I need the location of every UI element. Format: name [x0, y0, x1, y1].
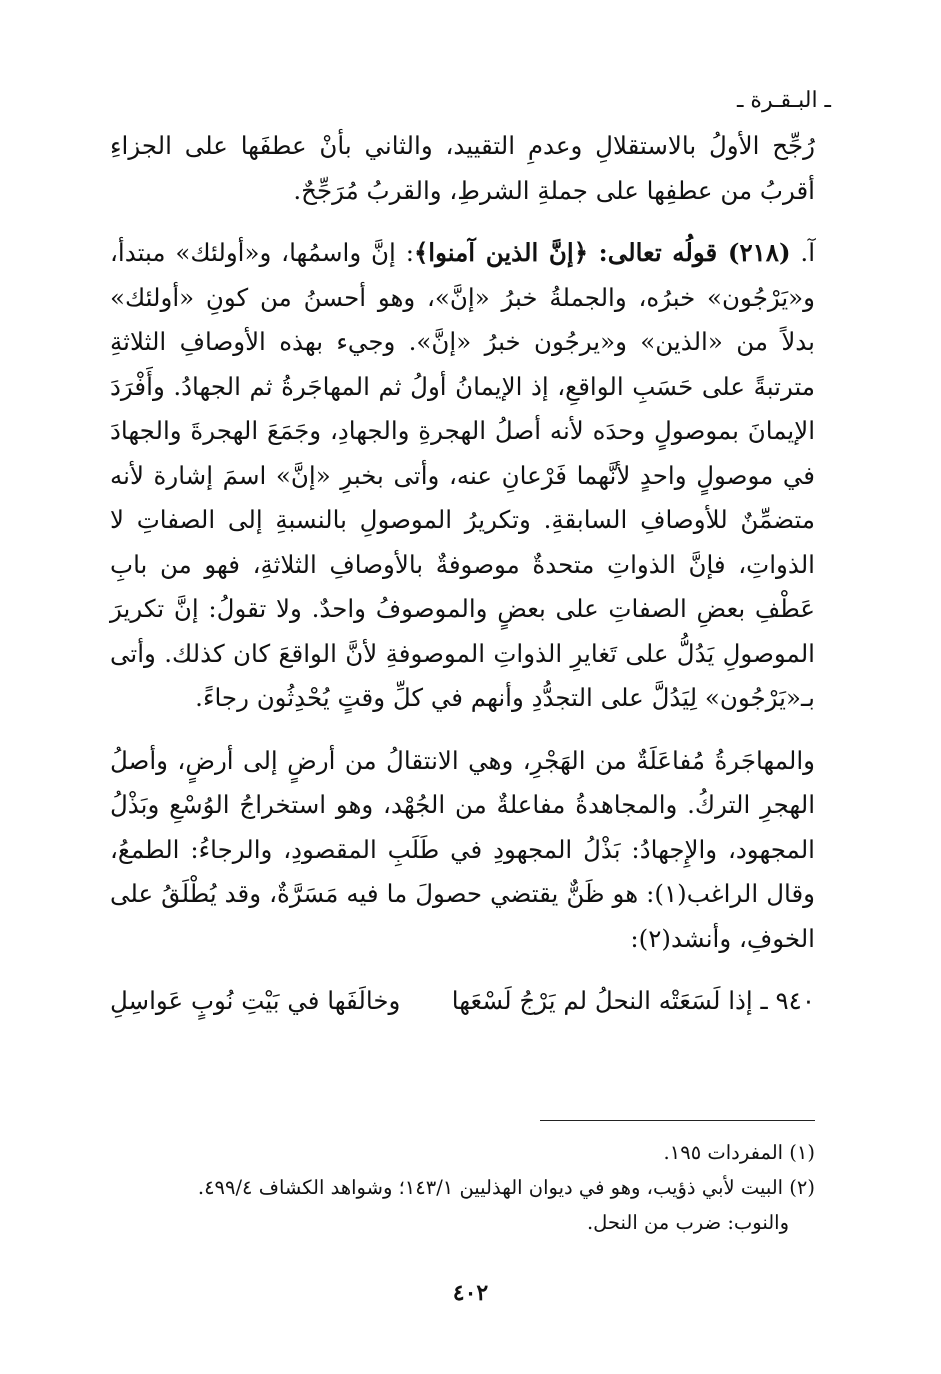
verse-second-hemistich: وخالَفَها في بَيْتِ نُوبٍ عَواسِلِ	[110, 986, 401, 1015]
footnote-divider	[540, 1120, 815, 1121]
footnote-2-continued: والنوب: ضرب من النحل.	[586, 1211, 789, 1234]
verse-ref-prefix: آ.	[790, 238, 816, 267]
verse-first-hemistich	[452, 979, 815, 1023]
paragraph-3: والمهاجَرةُ مُفاعَلَةٌ من الهَجْرِ، وهي الانتقالُ من أرضٍ إلى أرضٍ، وأصلُ الهجرِ التركُ. والمجاهدةُ مفاعلةٌ من الجُهْد، وهو استخراجُ الوُسْعِ وبَذْلُ المجهود، والإِجهادُ: بَذْلُ المجهودِ في طَلَبِ المقصودِ، والرجاءُ: الطمعُ، وقال الراغب(١): هو ظَنٌّ يقتضي حصولَ ما فيه مَسَرَّةٌ، وقد يُطْلَقُ على الخوفِ، وأنشد(٢):	[110, 745, 815, 953]
footnote-2: (٢) البيت لأبي ذؤيب، وهو في ديوان الهذليين ١٤٣/١؛ وشواهد الكشاف ٤٩٩/٤.	[197, 1176, 815, 1199]
page-number: ٤٠٢	[452, 1280, 489, 1306]
poetry-verse	[110, 979, 815, 1023]
paragraph-1: رُجِّح الأولُ بالاستقلالِ وعدمِ التقييد، والثاني بأنْ عطفَها على الجزاءِ أقربُ من عطفِها على جملةِ الشرطِ، والقربُ مُرَجِّحٌ.	[110, 131, 815, 205]
footnotes	[110, 1135, 815, 1240]
verse-first-text: إذا لَسَعَتْه النحلُ لم يَرْجُ لَسْعَها	[451, 986, 753, 1015]
main-text	[110, 124, 815, 1023]
footnote-1: (١) المفردات ١٩٥.	[663, 1141, 815, 1164]
paragraph-2	[110, 231, 815, 721]
running-head: ـ البـقـرة ـ	[736, 88, 831, 113]
paragraph-2-body: مبتدأ، و«يَرْجُون» خبرُه، والجملةُ خبرُ «إنَّ»، وهو أحسنُ من كونِ «أولئك» بدلاً من «الذين» و«يرجُون خبرُ «إنَّ». وجيء بهذه الأوصافِ الثلاثةِ مترتبةً على حَسَبِ الواقعِ، إذ الإيمانُ أولُ ثم المهاجَرةُ ثم الجهادُ. وأَفْرَدَ الإيمانَ بموصولٍ وحدَه لأنه أصلُ الهجرةِ والجهادِ، وجَمَعَ الهجرةَ والجهادَ في موصولٍ واحدٍ لأنَّهما فَرْعانِ عنه، وأتى بخبرِ «إنَّ» اسمَ إشارة لأنه متضمِّنٌ للأوصافِ السابقةِ. وتكريرُ الموصولِ بالنسبةِ إلى الصفاتِ لا الذواتِ، فإنَّ الذواتِ متحدةٌ موصوفةٌ بالأوصافِ الثلاثةِ، فهو من بابِ عَطْفِ بعضِ الصفاتِ على بعضٍ والموصوفُ واحدٌ. ولا تقولُ: إنَّ تكريرَ الموصولِ يَدُلُّ على تَغايرِ الذواتِ الموصوفةِ لأنَّ الواقعَ كان كذلك. وأتى بـ«يَرْجُون» لِيَدُلَّ على التجدُّدِ وأنهم في كلِّ وقتٍ يُحْدِثُون رجاءً.	[110, 238, 815, 712]
verse-ref-rest: : إنَّ واسمُها، و«أولئك»	[175, 238, 414, 267]
verse-reference: (٢١٨) قولُه تعالى: ﴿إنَّ الذين آمنوا﴾	[413, 238, 791, 267]
verse-number: ٩٤٠ ـ	[760, 986, 815, 1015]
